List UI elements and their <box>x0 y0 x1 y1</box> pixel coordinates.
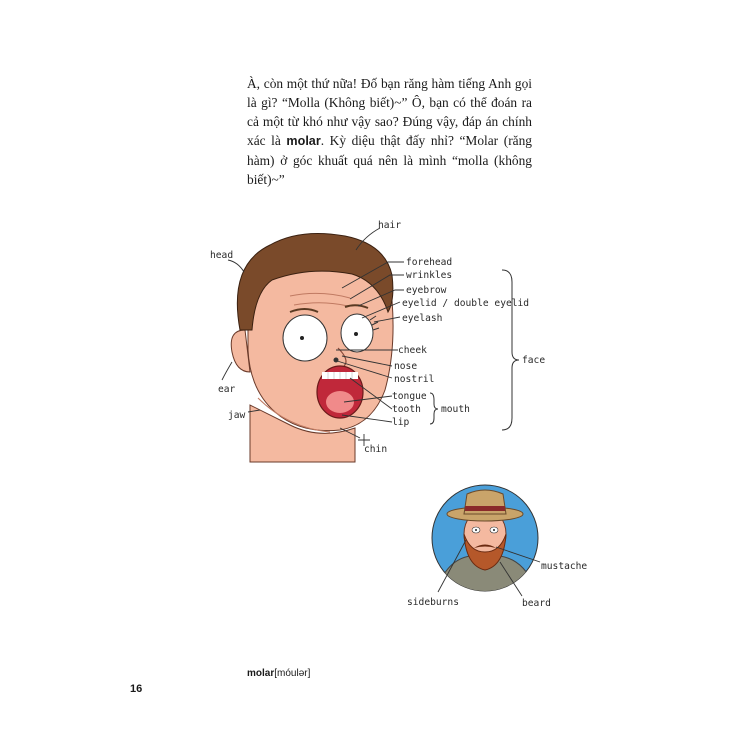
label-chin: chin <box>364 444 388 455</box>
label-wrinkles: wrinkles <box>406 270 453 281</box>
intro-text-part1: À, còn một thứ nữa! Đố bạn răng hàm tiếng Anh gọi là gì? “Molla (Không biết)~” Ô, bạn có thể đoán ra cả một từ khó như vậy sao? Đúng vậy, đáp án chính xác là <box>247 76 532 148</box>
label-nose: nose <box>394 361 418 372</box>
intro-bold-term: molar <box>286 134 321 148</box>
label-cheek: cheek <box>398 345 427 356</box>
label-hair: hair <box>378 220 402 231</box>
label-forehead: forehead <box>406 257 453 268</box>
page-number: 16 <box>130 683 143 695</box>
label-lip: lip <box>392 417 410 428</box>
footnote-pronunciation: [móulər] <box>274 668 311 679</box>
label-tongue: tongue <box>392 391 427 402</box>
label-sideburns: sideburns <box>407 597 459 608</box>
mouth-bracket <box>430 393 438 424</box>
label-jaw: jaw <box>228 410 246 421</box>
label-eyelid: eyelid / double eyelid <box>402 298 530 309</box>
face-bracket <box>502 270 519 430</box>
label-eyelash: eyelash <box>402 313 443 324</box>
label-eyebrow: eyebrow <box>406 285 447 296</box>
face-illustration <box>231 233 393 462</box>
label-beard: beard <box>522 598 551 609</box>
label-head: head <box>210 250 234 261</box>
label-mouth: mouth <box>441 404 470 415</box>
label-ear: ear <box>218 384 236 395</box>
label-mustache: mustache <box>541 561 588 572</box>
label-nostril: nostril <box>394 374 435 385</box>
vocabulary-footnote <box>247 668 310 679</box>
footnote-term: molar <box>247 668 275 679</box>
intro-text-part2: . Kỳ diệu thật đấy nhỉ? “Molar (răng hàm) ở góc khuất quá nên là mình “molla (không biết)~” <box>247 133 532 187</box>
label-tooth: tooth <box>392 404 421 415</box>
label-face: face <box>522 355 546 366</box>
bearded-man-illustration <box>432 485 538 592</box>
